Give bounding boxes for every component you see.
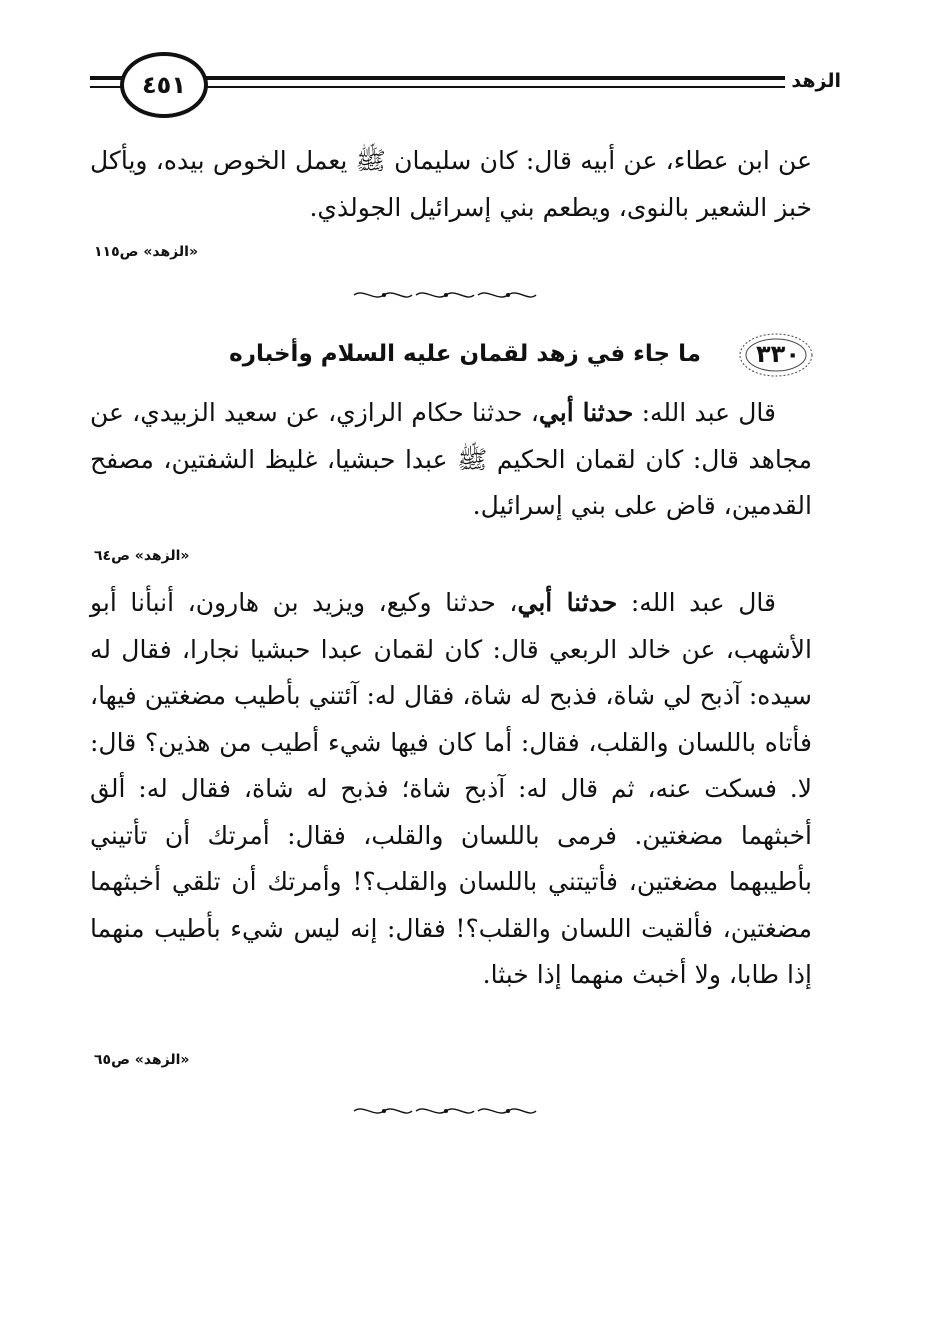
- paragraph-prefix: قال عبد الله:: [617, 588, 777, 617]
- ornament-divider: [350, 288, 540, 302]
- source-reference: «الزهد» ص٦٤: [94, 548, 190, 564]
- paragraph: [90, 580, 812, 999]
- ornament-divider: [350, 1104, 540, 1118]
- paragraph-text: ، حدثنا وكيع، ويزيد بن هارون، أنبأنا أبو الأشهب، عن خالد الربعي قال: كان لقمان عبدا حبشيا نجارا، فقال له سيده: آذبح لي شاة، فذبح له شاة، فقال له: آئتني بأطيب مضغتين فيها، فأتاه باللسان والقلب، فقال: أما كان فيها شيء أطيب من هذين؟ قال: لا. فسكت عنه، ثم قال له: آذبح شاة؛ فذبح له شاة، فقال له: ألق أخبثهما مضغتين. فرمى باللسان والقلب، فقال: أمرتك أن تأتيني بأطيبهما مضغتين، فأتيتني باللسان والقلب؟! وأمرتك أن تلقي أخبثهما مضغتين، فألقيت اللسان والقلب؟! فقال: إنه ليس شيء بأطيب منهما إذا طابا، ولا أخبث منهما إذا خبثا.: [90, 588, 812, 989]
- source-reference: «الزهد» ص٦٥: [94, 1052, 190, 1068]
- page-number: ٤٥١: [120, 52, 208, 118]
- section-title: ما جاء في زهد لقمان عليه السلام وأخباره: [229, 341, 701, 367]
- source-reference: «الزهد» ص١١٥: [94, 244, 198, 260]
- section-number: ٣٣٠: [756, 340, 800, 368]
- paragraph: [90, 390, 812, 530]
- paragraph-text: ، حدثنا حكام الرازي، عن سعيد الزبيدي، عن مجاهد قال: كان لقمان الحكيم ﷺ عبدا حبشيا، غليظ الشفتين، مصفح القدمين، قاض على بني إسرائيل.: [90, 398, 812, 520]
- paragraph: عن ابن عطاء، عن أبيه قال: كان سليمان ﷺ يعمل الخوص بيده، ويأكل خبز الشعير بالنوى، ويطعم بني إسرائيل الجولذي.: [90, 146, 812, 222]
- paragraph-prefix: قال عبد الله:: [633, 398, 777, 427]
- running-title: الزهد: [785, 70, 847, 92]
- paragraph-emphasis: حدثنا أبي: [538, 398, 634, 427]
- paragraph-emphasis: حدثنا أبي: [517, 588, 618, 617]
